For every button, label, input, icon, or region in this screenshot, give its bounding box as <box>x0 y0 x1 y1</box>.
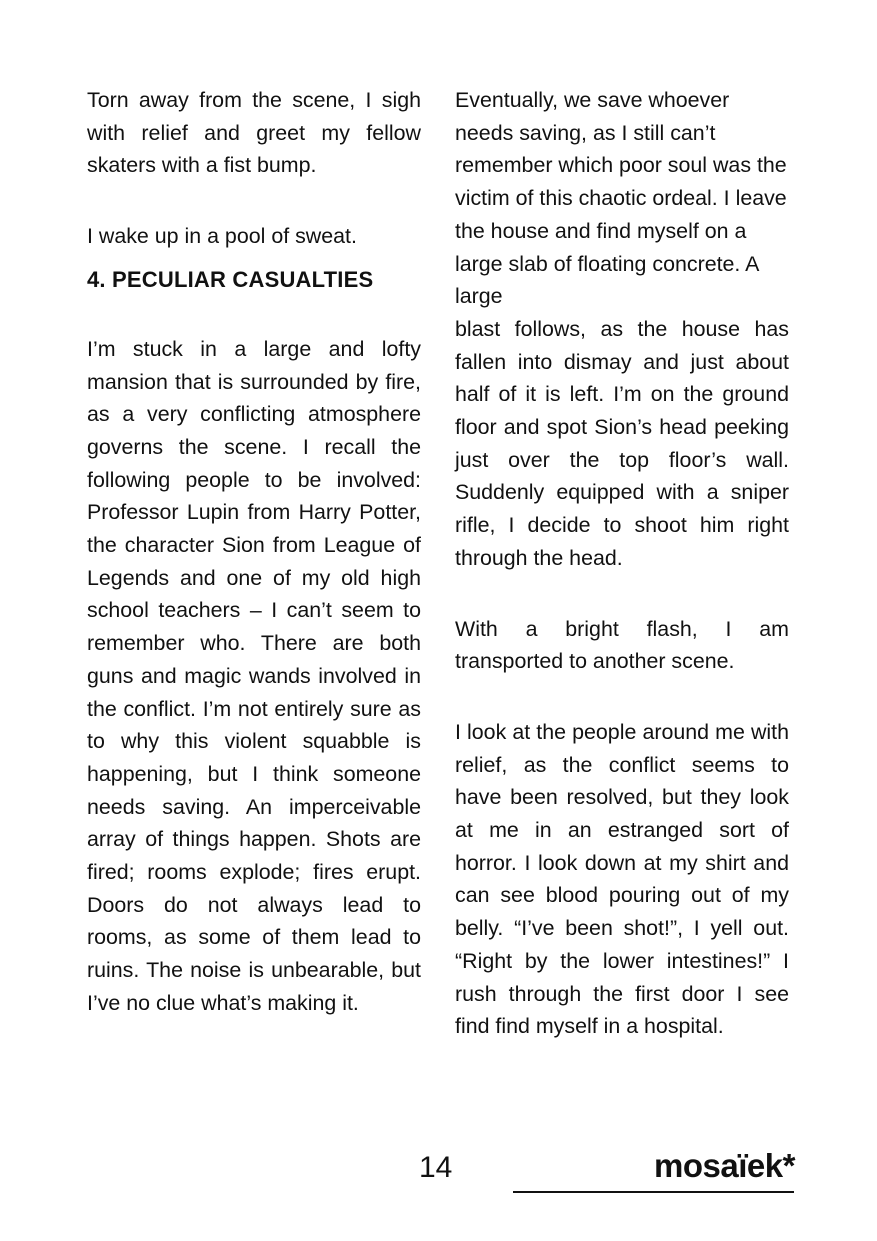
section-heading: 4. PECULIAR CASUALTIES <box>87 266 374 292</box>
paragraph-wake-up: I wake up in a pool of sweat. <box>87 224 357 249</box>
footer-rule <box>513 1191 794 1193</box>
paragraph-shot: I look at the people around me with relief, as the conflict seems to have been resolved, but they look at me in an estranged sort of horror. I look down at my shirt and can see blood pouring out of my belly. “I’ve been shot!”, I yell out. “Right by the lower intestines!” I rush through the first door I see find find myself in a hospital. <box>455 719 789 1039</box>
brand-logo: mosaïek* <box>654 1147 795 1184</box>
page-number: 14 <box>419 1151 453 1184</box>
paragraph-eventually: Eventually, we save whoever needs saving, as I still can’t remember which poor soul was the victim of this chaotic ordeal. I leave the house and find myself on a large slab of floating concrete. A large <box>455 88 787 309</box>
right-column <box>455 84 789 1043</box>
paragraph-blast: blast follows, as the house has fallen into dismay and just about half of it is left. I’m on the ground floor and spot Sion’s head peeking just over the top floor’s wall. Suddenly equipped with a sniper rifle, I decide to shoot him right through the head. <box>455 316 789 570</box>
paragraph-mansion: I’m stuck in a large and lofty mansion that is surrounded by fire, as a very conflicting atmosphere governs the scene. I recall the following people to be involved: Professor Lupin from Harry Potter, the character Sion from League of Legends and one of my old high school teachers – I can’t seem to remember who. There are both guns and magic wands involved in the conflict. I’m not entirely sure as to why this violent squabble is happening, but I think someone needs saving. An imperceivable array of things happen. Shots are fired; rooms explode; fires erupt. Doors do not always lead to rooms, as some of them lead to ruins. The noise is unbearable, but I’ve no clue what’s making it. <box>87 336 421 1015</box>
left-column <box>87 84 421 1020</box>
paragraph-skaters: Torn away from the scene, I sigh with relief and greet my fellow skaters with a fist bump. <box>87 88 421 178</box>
paragraph-bright-flash: With a bright flash, I am transported to another scene. <box>455 616 789 674</box>
